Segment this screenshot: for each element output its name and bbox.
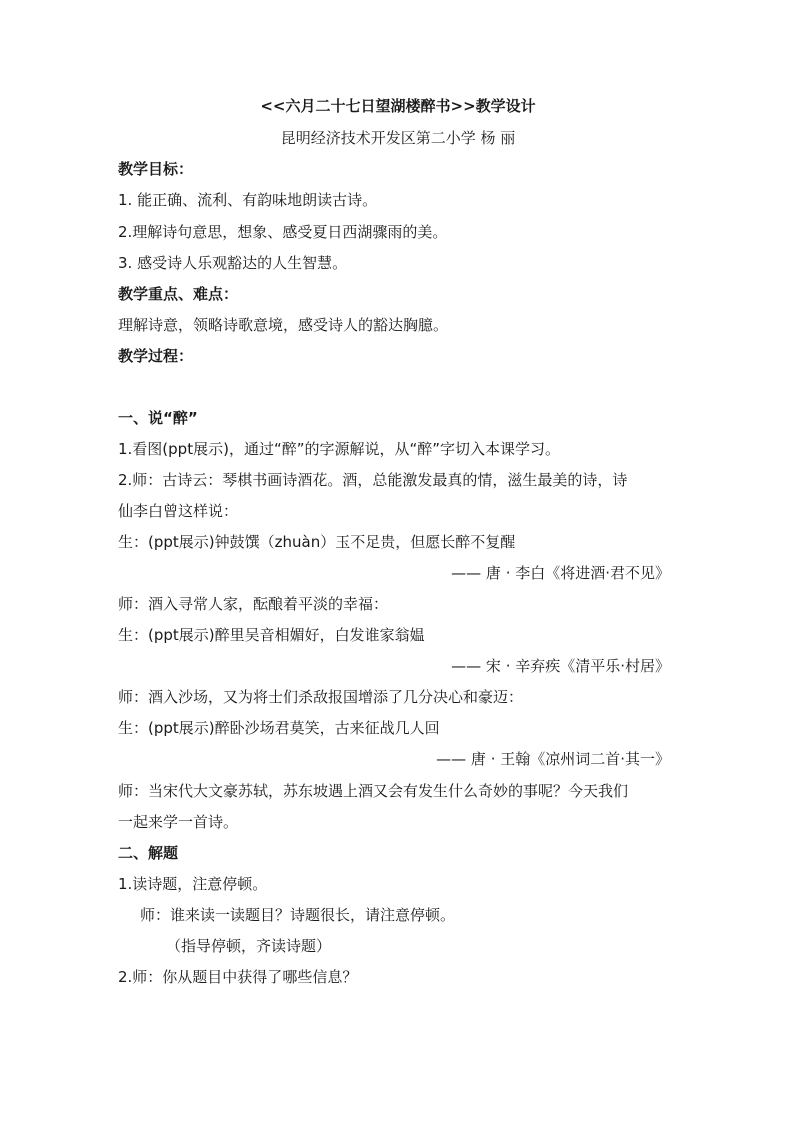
goal-item-1: 1. 能正确、流利、有韵味地朗读古诗。 <box>118 191 378 209</box>
goal-item-2: 2.理解诗句意思，想象、感受夏日西湖骤雨的美。 <box>118 223 448 241</box>
section2-heading: 二、解题 <box>118 844 179 862</box>
s2-item-1-teacher: 师：谁来读一读题目？诗题很长，请注意停顿。 <box>140 906 456 924</box>
process-heading: 教学过程： <box>118 347 194 365</box>
goal-item-3: 3. 感受诗人乐观豁达的人生智慧。 <box>118 254 348 272</box>
teacher-line-3: 师：酒入沙场，又为将士们杀敌报国增添了几分决心和豪迈： <box>118 688 524 706</box>
teacher-line-4-2: 一起来学一首诗。 <box>118 813 239 831</box>
teacher-line-2: 师：酒入寻常人家，酝酿着平淡的幸福： <box>118 595 389 613</box>
quote-1: 生：(ppt展示)钟鼓馔（zhuàn）玉不足贵，但愿长醉不复醒 <box>118 533 516 551</box>
teacher-line-4-1: 师：当宋代大文豪苏轼，苏东坡遇上酒又会有发生什么奇妙的事呢？今天我们 <box>118 782 629 800</box>
s2-item-1-note: （指导停顿，齐读诗题） <box>166 937 332 955</box>
key-heading: 教学重点、难点： <box>118 285 239 303</box>
quote-3-source: —— 唐 · 王翰《凉州词二首·其一》 <box>436 750 670 768</box>
s1-item-2-line1: 2.师：古诗云：琴棋书画诗酒花。酒，总能激发最真的情，滋生最美的诗，诗 <box>118 471 628 489</box>
s2-item-2: 2.师：你从题目中获得了哪些信息？ <box>118 968 358 986</box>
quote-2: 生：(ppt展示)醉里吴音相媚好，白发谁家翁媪 <box>118 626 425 644</box>
s1-item-1: 1.看图(ppt展示)，通过“醉”的字源解说，从“醉”字切入本课学习。 <box>118 440 561 458</box>
section1-heading: 一、说“醉” <box>118 409 198 427</box>
quote-3: 生：(ppt展示)醉卧沙场君莫笑，古来征战几人回 <box>118 719 440 737</box>
quote-2-source: —— 宋 · 辛弃疾《清平乐·村居》 <box>451 657 670 675</box>
key-text: 理解诗意，领略诗歌意境，感受诗人的豁达胸臆。 <box>118 316 449 334</box>
s2-item-1: 1.读诗题，注意停顿。 <box>118 875 268 893</box>
author-line: 昆明经济技术开发区第二小学 杨 丽 <box>280 129 516 147</box>
document-title: <<六月二十七日望湖楼醉书>>教学设计 <box>260 97 536 115</box>
s1-item-2-line2: 仙李白曾这样说： <box>118 502 239 520</box>
quote-1-source: —— 唐 · 李白《将进酒·君不见》 <box>451 564 670 582</box>
goals-heading: 教学目标： <box>118 160 194 178</box>
